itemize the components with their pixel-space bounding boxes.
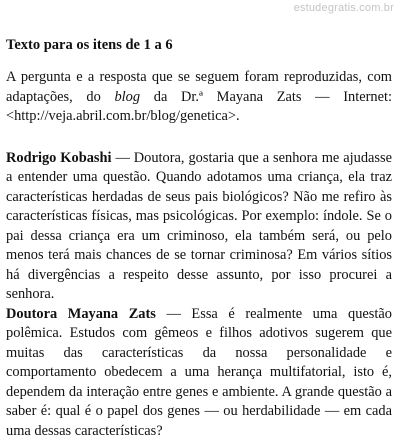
site-watermark: estudegratis.com.br [294, 2, 394, 14]
question-text: — Doutora, gostaria que a senhora me ajudasse a entender uma questão. Quando adotamos uma criança, ela traz características herdadas de seus pais biológicos? Não me refiro às características físicas, mas psicológicas. Por exemplo: índole. Se o pai dessa criança era um criminoso, ela também será, ou pelo menos terá mais chances de se tornar criminosa? Em vários sítios há divergências a respeito desse assunto, por isso procurei a senhora. [6, 150, 392, 303]
question-speaker: Rodrigo Kobashi [6, 150, 112, 166]
intro-text-start: A pergunta e a resposta que se seguem foram reproduzidas, com adaptações, do [6, 69, 392, 105]
answer-text: — Essa é realmente uma questão polêmica. Estudos com gêmeos e filhos adotivos sugerem que muitas das características da nossa personalidade e comportamento obedecem a uma herança multifatorial, isto é, dependem da interação entre genes e ambiente. A grande questão a saber é: qual é o papel dos genes — ou herdabilidade — em cada uma dessas características? [6, 306, 392, 439]
blog-word: blog [114, 89, 140, 105]
document-body [6, 36, 392, 441]
intro-text-end: da Dr.ª Mayana Zats — Internet: <http://veja.abril.com.br/blog/genetica>. [6, 89, 392, 125]
intro-paragraph [6, 68, 392, 127]
question-paragraph [6, 149, 392, 305]
page-title: Texto para os itens de 1 a 6 [6, 36, 392, 54]
answer-paragraph [6, 305, 392, 441]
answer-speaker: Doutora Mayana Zats [6, 306, 156, 322]
